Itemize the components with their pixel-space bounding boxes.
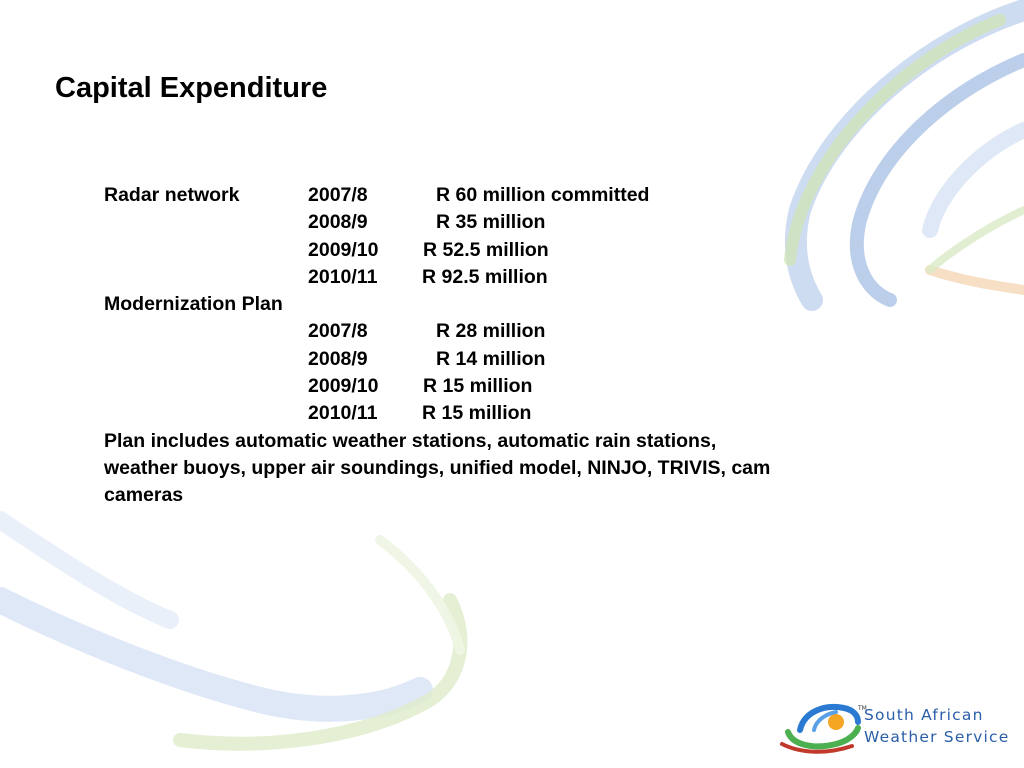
modernization-year: 2008/9 [308,347,368,370]
modernization-year: 2010/11 [308,402,378,425]
logo-text-line1: South African [864,706,984,724]
modernization-row-3 [104,373,784,400]
radar-network-label: Radar network [104,184,240,206]
slide-content [104,182,784,510]
radar-amount: R 35 million [436,211,546,234]
radar-amount: R 52.5 million [423,238,549,261]
radar-year: 2009/10 [308,238,379,261]
swirl-orange-top [930,270,1024,290]
slide-title: Capital Expenditure [55,72,328,104]
swirl-blue-bottom [0,600,420,709]
radar-row-4 [104,264,784,291]
swirl-green-outer [790,20,1000,260]
modernization-amount: R 15 million [422,402,532,425]
modernization-row-2 [104,346,784,373]
radar-amount: R 92.5 million [422,265,548,288]
plan-description: Plan includes automatic weather stations, automatic rain stations, weather buoys, upper air soundings, unified model, NINJO, TRIVIS, cam cameras [104,429,771,507]
modernization-year: 2007/8 [308,320,368,343]
modernization-amount: R 15 million [423,375,533,398]
modernization-plan-label: Modernization Plan [104,293,283,316]
sun-icon [828,714,844,730]
modernization-amount: R 14 million [436,347,546,370]
radar-row-1 [104,182,784,209]
radar-row-2 [104,209,784,236]
radar-row-3 [104,237,784,264]
swirl-green-right [930,210,1024,270]
radar-year: 2010/11 [308,265,378,288]
swirl-green-bottom [180,600,460,744]
radar-amount: R 60 million committed [436,184,650,206]
modernization-year: 2009/10 [308,375,379,398]
radar-year: 2007/8 [308,184,368,206]
modernization-row-4 [104,400,784,427]
modernization-row-1 [104,318,784,345]
logo-text-line2: Weather Service [864,728,1010,746]
logo-tm: TM [858,705,867,712]
modernization-heading-row [104,291,784,318]
radar-year: 2008/9 [308,211,368,234]
modernization-amount: R 28 million [436,320,546,343]
